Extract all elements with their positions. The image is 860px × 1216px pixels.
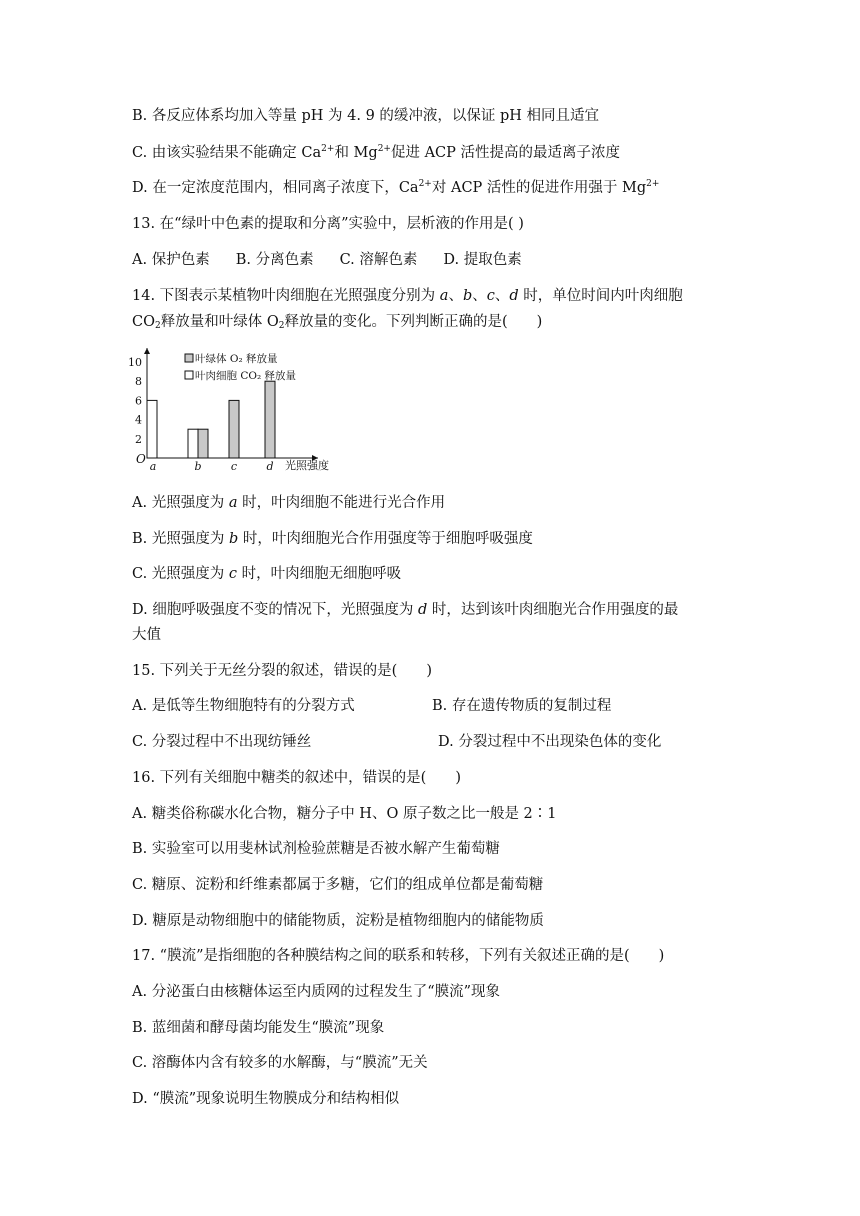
separator: 、 [472, 288, 487, 304]
q13-option-c: C. 溶解色素 [339, 252, 418, 268]
superscript: 2+ [418, 179, 432, 189]
q14-stem-text: 释放量的变化。下列判断正确的是( ) [284, 314, 543, 330]
var: d [417, 602, 428, 618]
q14-stem-text: CO [132, 314, 155, 330]
q17-stem: 17. “膜流”是指细胞的各种膜结构之间的联系和转移，下列有关叙述正确的是( ) [132, 948, 665, 964]
q16-option-c: C. 糖原、淀粉和纤维素都属于多糖，它们的组成单位都是葡萄糖 [132, 877, 544, 893]
q16-stem: 16. 下列有关细胞中糖类的叙述中，错误的是( ) [132, 770, 461, 786]
legend-swatch-o2 [185, 354, 193, 362]
q12-d-text: 对 ACP 活性的促进作用强于 Mg [431, 180, 647, 196]
option-text: 时，达到该叶肉细胞光合作用强度的最 [427, 602, 679, 618]
option-text: C. 光照强度为 [132, 566, 229, 582]
bar-o2 [198, 429, 208, 458]
subscript: 2 [278, 321, 285, 331]
option-text: 时，叶肉细胞不能进行光合作用 [237, 495, 446, 511]
x-tick-label: b [194, 460, 202, 473]
var-b: b [462, 288, 473, 304]
x-tick-label: d [266, 460, 274, 473]
q14-stem-text: 14. 下图表示某植物叶肉细胞在光照强度分别为 [132, 288, 440, 304]
y-tick-label: 8 [135, 375, 142, 389]
q14-stem-line2 [132, 312, 542, 332]
var-c: c [486, 288, 495, 304]
q13-stem: 13. 在“绿叶中色素的提取和分离”实验中，层析液的作用是( ) [132, 216, 524, 232]
x-axis-label: 光照强度 [285, 459, 329, 472]
q15-stem: 15. 下列关于无丝分裂的叙述，错误的是( ) [132, 663, 432, 679]
q12-c-text: 和 Mg [334, 145, 378, 161]
q15-option-b: B. 存在遗传物质的复制过程 [432, 698, 612, 714]
var-a: a [439, 288, 449, 304]
q14-option-d [132, 600, 678, 620]
option-text: 时，叶肉细胞无细胞呼吸 [237, 566, 402, 582]
var: b [228, 531, 239, 547]
y-tick-label: 6 [135, 394, 142, 408]
subscript: 2 [154, 321, 161, 331]
q12-c-text: 促进 ACP 活性提高的最适离子浓度 [390, 145, 621, 161]
x-tick-label: c [230, 460, 238, 473]
q16-option-d: D. 糖原是动物细胞中的储能物质，淀粉是植物细胞内的储能物质 [132, 913, 544, 929]
y-tick-label: 4 [135, 413, 142, 427]
superscript: 2+ [646, 179, 660, 189]
option-text: D. 细胞呼吸强度不变的情况下，光照强度为 [132, 602, 418, 618]
bar-o2 [265, 381, 275, 458]
q17-option-a: A. 分泌蛋白由核糖体运至内质网的过程发生了“膜流”现象 [132, 984, 501, 1000]
var: a [228, 495, 238, 511]
legend-label-o2: 叶绿体 O₂ 释放量 [195, 353, 278, 365]
q14-option-b [132, 529, 533, 549]
q12-option-c [132, 143, 620, 163]
option-text: B. 光照强度为 [132, 531, 229, 547]
bar-chart [128, 342, 348, 477]
origin-label: O [136, 452, 146, 466]
q14-option-d-cont: 大值 [132, 627, 161, 643]
q13-option-a: A. 保护色素 [132, 252, 210, 268]
option-text: A. 光照强度为 [132, 495, 229, 511]
bar-co2 [188, 429, 198, 458]
q16-option-a: A. 糖类俗称碳水化合物，糖分子中 H、O 原子数之比一般是 2∶1 [132, 806, 557, 822]
q15-option-d: D. 分裂过程中不出现染色体的变化 [438, 734, 662, 750]
y-tick-label: 10 [128, 356, 142, 369]
legend [185, 352, 296, 382]
q12-d-text: D. 在一定浓度范围内，相同离子浓度下，Ca [132, 180, 419, 196]
q14-stem-line1 [132, 286, 683, 306]
q13-options [132, 250, 522, 270]
q12-option-d [132, 178, 659, 198]
superscript: 2+ [321, 144, 335, 154]
separator: 、 [494, 288, 510, 304]
q15-option-a: A. 是低等生物细胞特有的分裂方式 [132, 698, 355, 714]
q14-stem-text: 时，单位时间内叶肉细胞 [518, 288, 683, 304]
q17-option-c: C. 溶酶体内含有较多的水解酶，与“膜流”无关 [132, 1055, 428, 1071]
q14-option-a [132, 493, 445, 513]
q14-stem-text: 释放量和叶绿体 O [160, 314, 279, 330]
bar-co2 [147, 400, 157, 458]
q12-option-b: B. 各反应体系均加入等量 pH 为 4. 9 的缓冲液，以保证 pH 相同且适宜 [132, 108, 600, 124]
q12-c-text: C. 由该实验结果不能确定 Ca [132, 145, 322, 161]
q17-option-b: B. 蓝细菌和酵母菌均能发生“膜流”现象 [132, 1020, 385, 1036]
q14-option-c [132, 564, 401, 584]
superscript: 2+ [377, 144, 391, 154]
x-tick-label: a [149, 460, 157, 473]
separator: 、 [448, 288, 463, 304]
bar-o2 [229, 400, 239, 458]
q13-option-d: D. 提取色素 [443, 252, 522, 268]
option-text: 时，叶肉细胞光合作用强度等于细胞呼吸强度 [238, 531, 533, 547]
var: c [228, 566, 238, 582]
q16-option-b: B. 实验室可以用斐林试剂检验蔗糖是否被水解产生葡萄糖 [132, 841, 500, 857]
var-d: d [509, 288, 519, 304]
q13-option-b: B. 分离色素 [235, 252, 314, 268]
q17-option-d: D. “膜流”现象说明生物膜成分和结构相似 [132, 1091, 400, 1107]
legend-swatch-co2 [185, 371, 193, 379]
y-tick-label: 2 [135, 432, 142, 446]
q15-option-c: C. 分裂过程中不出现纺锤丝 [132, 734, 312, 750]
legend-label-co2: 叶肉细胞 CO₂ 释放量 [195, 370, 297, 382]
